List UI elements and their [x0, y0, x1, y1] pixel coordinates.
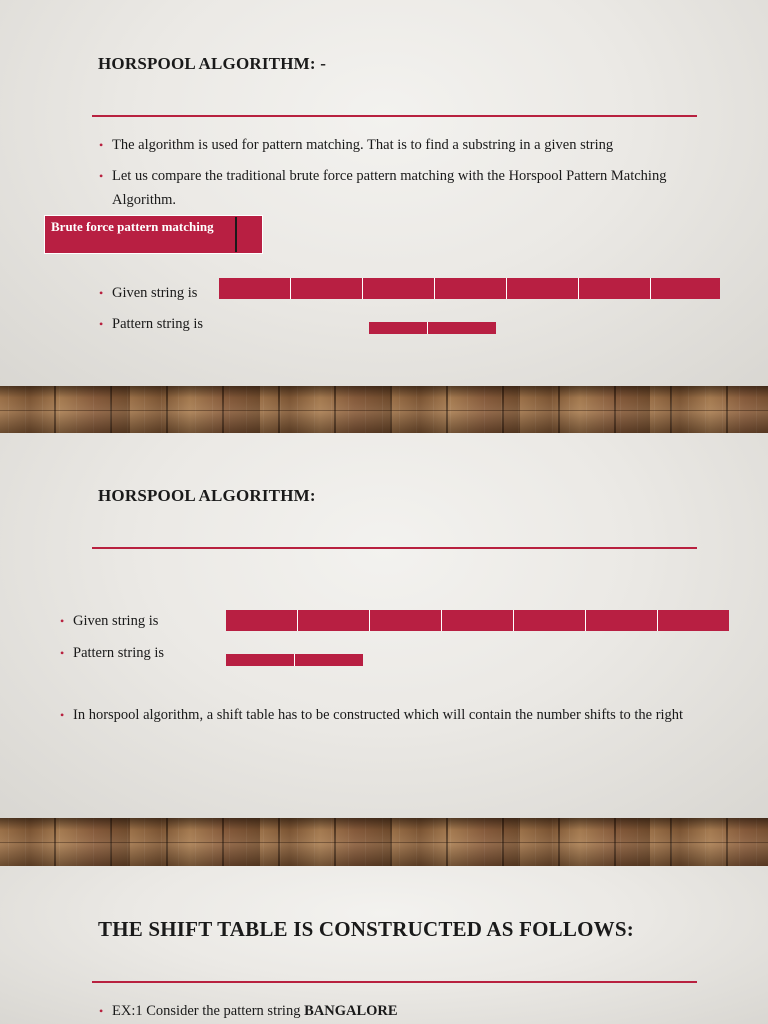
slide-1-pattern-bullet: [99, 312, 204, 336]
slide-1: [0, 0, 768, 386]
pattern-cell: [295, 654, 363, 666]
string-cell: [435, 278, 507, 299]
string-cell: [514, 610, 586, 631]
pattern-string-cells: [369, 322, 496, 334]
slide-2-title: HORSPOOL ALGORITHM:: [98, 486, 316, 505]
slide-3-title-rule: [92, 981, 697, 983]
pattern-word: BANGALORE: [304, 1003, 398, 1019]
bullet-dot-icon: •: [60, 646, 65, 660]
pattern-cell: [369, 322, 428, 334]
slide-2-given-bullet: [60, 609, 159, 633]
string-cell: [586, 610, 658, 631]
pattern-label: Pattern string is: [73, 645, 165, 661]
given-string-cells: [219, 278, 720, 299]
string-cell: [507, 278, 579, 299]
bullet-dot-icon: •: [60, 708, 65, 722]
string-cell: [363, 278, 435, 299]
slide-1-bullet-2: [99, 164, 692, 212]
slide-1-title-rule: [92, 115, 697, 117]
brute-force-label-box: [44, 215, 263, 254]
label-box-text: Brute force pattern matching: [51, 219, 214, 234]
pattern-cell: [226, 654, 295, 666]
pattern-cell: [428, 322, 496, 334]
bullet-dot-icon: •: [60, 614, 65, 628]
wood-floor-divider-2: [0, 818, 768, 866]
given-string-cells: [226, 610, 729, 631]
slide-1-given-bullet: [99, 281, 198, 305]
bullet-dot-icon: •: [99, 138, 104, 152]
bullet-dot-icon: •: [99, 169, 104, 183]
bullet-dot-icon: •: [99, 286, 104, 300]
wood-floor-divider-1: [0, 386, 768, 433]
slide-3-title: THE SHIFT TABLE IS CONSTRUCTED AS FOLLOWS:: [98, 917, 634, 941]
slide-1-title: HORSPOOL ALGORITHM: -: [98, 54, 327, 73]
slide-1-bullet-1: [99, 133, 712, 157]
slide-2-shift-bullet: [60, 703, 713, 727]
bullet-dot-icon: •: [99, 1004, 104, 1018]
string-cell: [298, 610, 370, 631]
string-cell: [219, 278, 291, 299]
string-cell: [442, 610, 514, 631]
bullet-prefix: EX:1 Consider the pattern string: [112, 1003, 305, 1019]
string-cell: [658, 610, 729, 631]
text-cursor: [235, 217, 237, 252]
string-cell: [291, 278, 363, 299]
slide-3: [0, 866, 768, 1024]
slide-2-pattern-bullet: [60, 641, 165, 665]
string-cell: [579, 278, 651, 299]
given-label: Given string is: [73, 613, 159, 629]
given-label: Given string is: [112, 285, 198, 301]
string-cell: [370, 610, 442, 631]
bullet-text: In horspool algorithm, a shift table has to be constructed which will contain the number shifts to the right: [73, 707, 684, 723]
bullet-dot-icon: •: [99, 317, 104, 331]
pattern-string-cells: [226, 654, 363, 666]
slide-2: [0, 433, 768, 818]
bullet-text: The algorithm is used for pattern matching. That is to find a substring in a given string: [112, 137, 614, 153]
pattern-label: Pattern string is: [112, 316, 204, 332]
slide-2-title-rule: [92, 547, 697, 549]
string-cell: [226, 610, 298, 631]
bullet-text: Let us compare the traditional brute force pattern matching with the Horspool Pattern Matching Algorithm.: [112, 168, 667, 208]
string-cell: [651, 278, 720, 299]
slide-3-bullet: [99, 999, 712, 1023]
